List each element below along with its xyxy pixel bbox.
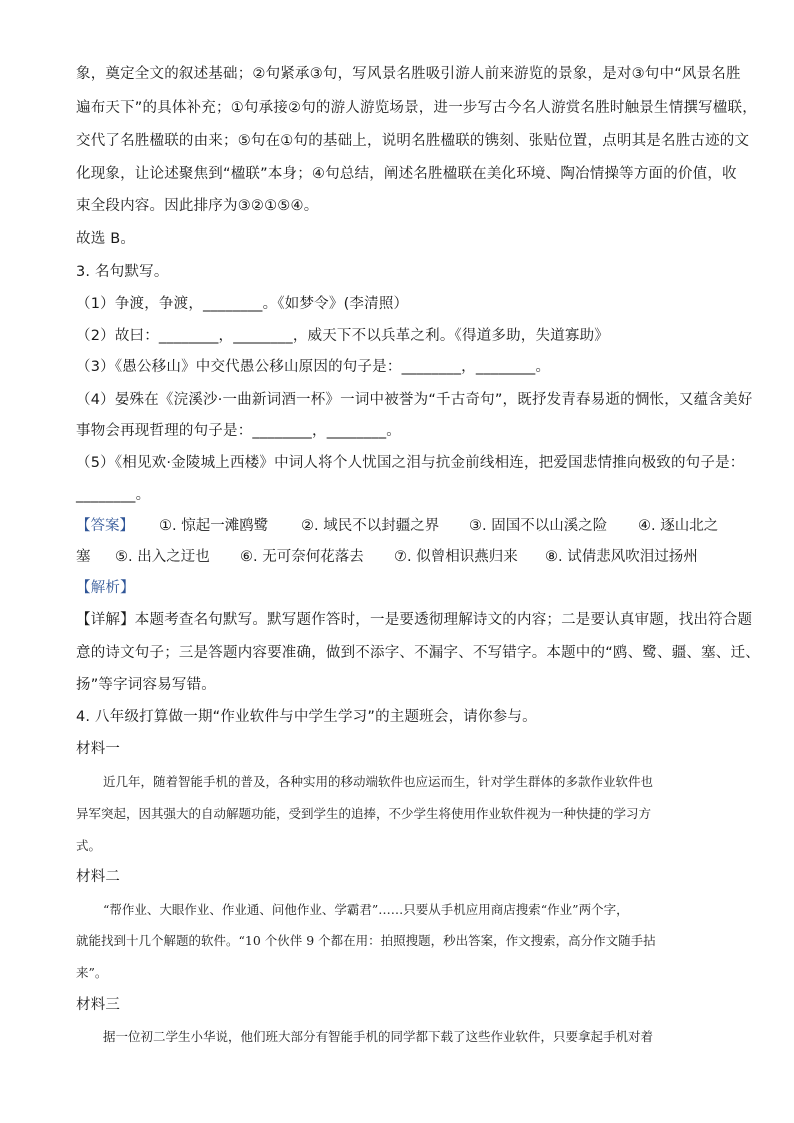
answer-item: ⑦. 似曾相识燕归来 <box>394 549 518 565</box>
material-heading: 材料二 <box>76 869 121 885</box>
material-line: 据一位初二学生小华说，他们班大部分有智能手机的同学都下载了这些作业软件，只要拿起手机对着 <box>103 1029 654 1044</box>
analysis-line: 扬”等字词容易写错。 <box>76 677 217 693</box>
answer-choice-line: 故选 B。 <box>76 231 136 247</box>
material-line: 就能找到十几个解题的软件。“10 个伙伴 9 个都在用：拍照搜题，秒出答案，作文搜索，高分作文随手拈 <box>76 933 656 948</box>
question-4-title: 4. 八年级打算做一期“作业软件与中学生学习”的主题班会，请你参与。 <box>76 709 537 725</box>
answer-item-cont: 塞 <box>76 549 91 565</box>
question-3-item-4-cont: 事物会再现哲理的句子是：________，________。 <box>76 423 401 439</box>
material-heading: 材料三 <box>76 997 121 1013</box>
paragraph-line: 象，奠定全文的叙述基础；②句紧承③句，写风景名胜吸引游人前来游览的景象，是对③句中“风景名胜 <box>76 66 741 82</box>
answer-item: ⑥. 无可奈何花落去 <box>240 549 364 565</box>
answer-item: ⑧. 试倩悲风吹泪过扬州 <box>545 549 698 565</box>
question-3-title: 3. 名句默写。 <box>76 264 169 280</box>
question-3-item-4: （4）晏殊在《浣溪沙·一曲新词酒一杯》一词中被誉为“千古奇句”，既抒发青春易逝的惆怅，又蕴含美好 <box>76 392 753 408</box>
paragraph-line: 化现象，让论述聚焦到“楹联”本身；④句总结，阐述名胜楹联在美化环境、陶冶情操等方面的价值，收 <box>76 166 737 182</box>
question-3-item-2: （2）故曰：________，________，威天下不以兵革之利。《得道多助，失道寡助》 <box>76 328 609 344</box>
answer-item: ⑤. 出入之迂也 <box>115 549 210 565</box>
material-line: 式。 <box>76 838 102 853</box>
material-line: 来”。 <box>76 965 108 980</box>
question-3-item-5-cont: ________。 <box>76 487 151 503</box>
question-3-item-1: （1）争渡，争渡，________。《如梦令》(李清照） <box>76 296 409 312</box>
question-3-item-3: （3）《愚公移山》中交代愚公移山原因的句子是：________，________。 <box>76 359 551 375</box>
material-heading: 材料一 <box>76 741 121 757</box>
analysis-line: 【详解】本题考查名句默写。默写题作答时，一是要透彻理解诗文的内容；二是要认真审题，找出符合题 <box>76 612 753 628</box>
analysis-line: 意的诗文句子；三是答题内容要准确，做到不添字、不漏字、不写错字。本题中的“鸥、鹭、疆、塞、迁、 <box>76 645 760 661</box>
analysis-label: 【解析】 <box>76 580 135 596</box>
answer-label: 【答案】 <box>76 518 134 534</box>
answer-item: ①. 惊起一滩鸥鹭 <box>159 518 269 534</box>
material-line: 近几年，随着智能手机的普及，各种实用的移动端软件也应运而生，针对学生群体的多款作业软件也 <box>103 774 654 789</box>
paragraph-line: 交代了名胜楹联的由来；⑤句在①句的基础上，说明名胜楹联的镌刻、张贴位置，点明其是名胜古迹的文 <box>76 133 750 149</box>
answer-item: ③. 固国不以山溪之险 <box>469 518 608 534</box>
material-line: “帮作业、大眼作业、作业通、问他作业、学霸君”……只要从手机应用商店搜索“作业”两个字， <box>103 902 629 917</box>
paragraph-line: 遍布天下”的具体补充；①句承接②句的游人游览场景，进一步写古今名人游赏名胜时触景生情撰写楹联， <box>76 100 757 116</box>
paragraph-line: 束全段内容。因此排序为③②①⑤④。 <box>76 198 319 214</box>
question-3-item-5: （5）《相见欢·金陵城上西楼》中词人将个人忧国之泪与抗金前线相连，把爱国悲情推向极致的句子是： <box>76 455 745 471</box>
material-line: 异军突起，因其强大的自动解题功能，受到学生的追捧，不少学生将使用作业软件视为一种快捷的学习方 <box>76 806 652 821</box>
answer-item: ②. 域民不以封疆之界 <box>301 518 440 534</box>
answer-item: ④. 逐山北之 <box>638 518 719 534</box>
